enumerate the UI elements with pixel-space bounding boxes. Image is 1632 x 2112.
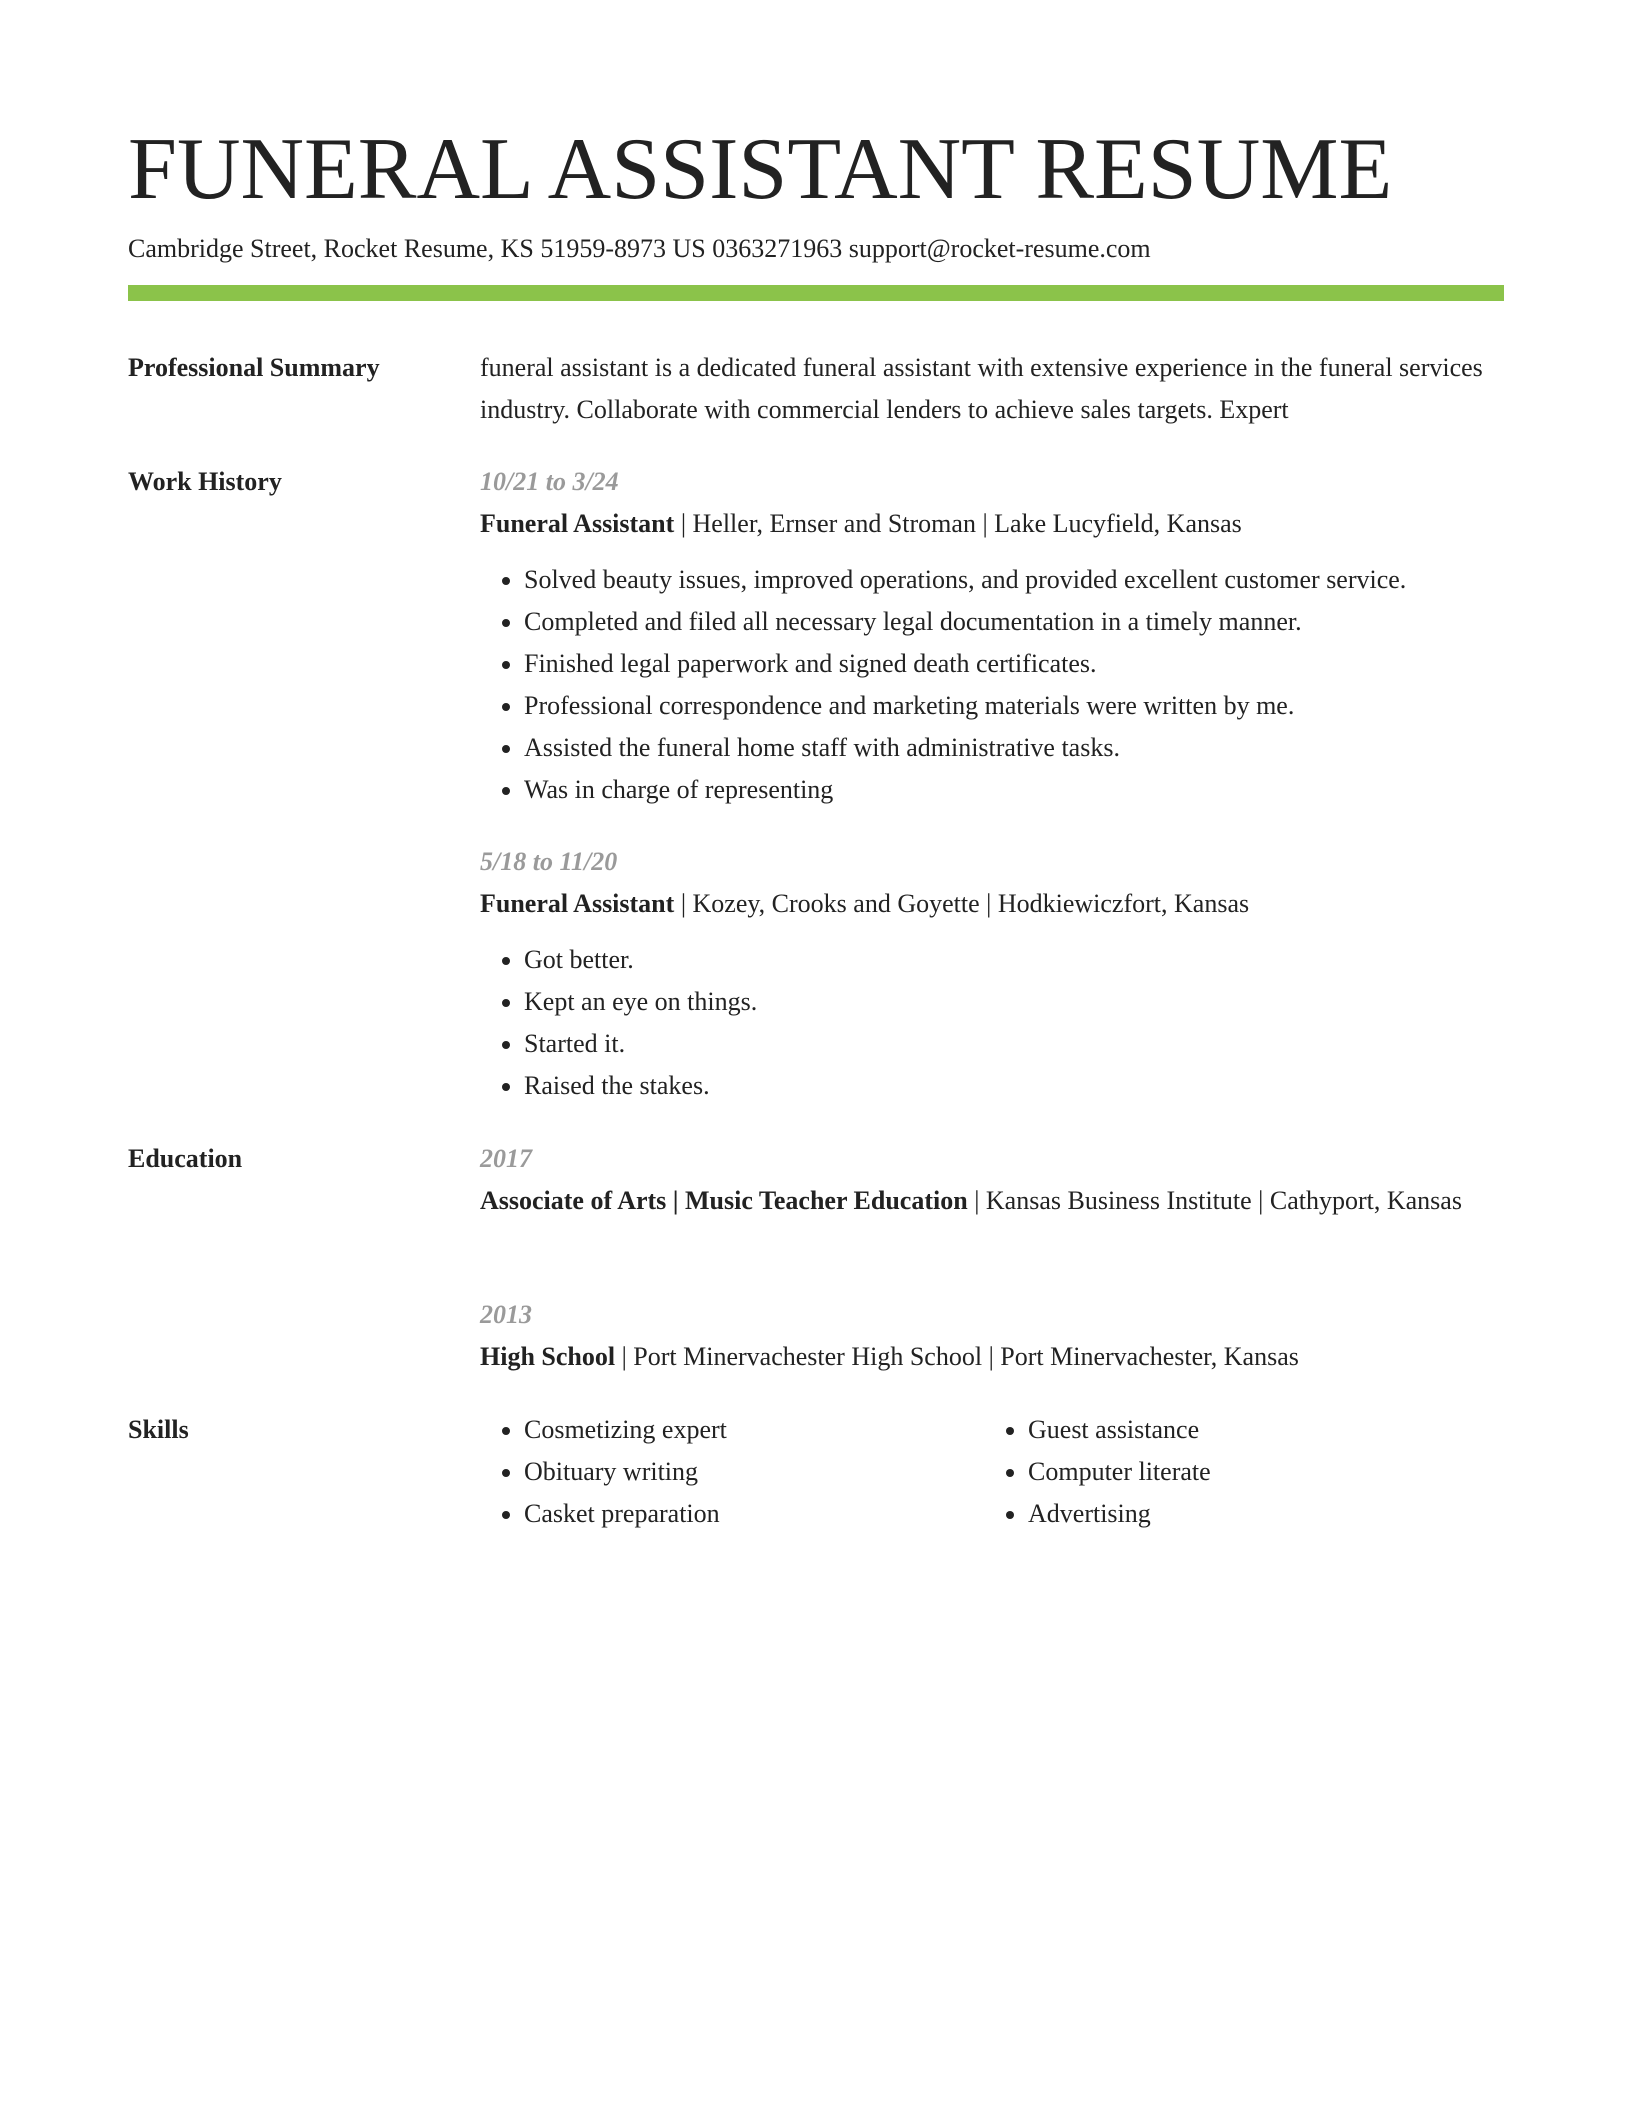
list-item: • Completed and filed all necessary legal documentation in a timely manner. [524, 601, 1504, 643]
job-title: Funeral Assistant [480, 509, 675, 538]
job-dates: 10/21 to 3/24 [480, 467, 619, 496]
education-details: | Kansas Business Institute | Cathyport, Kansas [967, 1186, 1462, 1215]
contact-line: Cambridge Street, Rocket Resume, KS 51959-8973 US 0363271963 support@rocket-resume.com [128, 234, 1151, 263]
section-label-education: Education [128, 1144, 243, 1173]
education-degree: High School [480, 1342, 616, 1371]
section-label-summary: Professional Summary [128, 353, 380, 382]
work-entry [480, 461, 1504, 811]
list-item: • Solved beauty issues, improved operations, and provided excellent customer service. [524, 559, 1504, 601]
list-item: • Professional correspondence and marketing materials were written by me. [524, 685, 1504, 727]
job-heading [480, 883, 1504, 925]
skills-column-right [984, 1409, 1211, 1535]
resume-title: FUNERAL ASSISTANT RESUME [128, 121, 1393, 218]
list-item: • Guest assistance [1028, 1409, 1211, 1451]
list-item: • Casket preparation [524, 1493, 727, 1535]
list-item: • Was in charge of representing [524, 769, 1504, 811]
education-entry [480, 1294, 1504, 1378]
section-label-skills: Skills [128, 1415, 189, 1444]
accent-divider [128, 285, 1504, 301]
education-year: 2017 [480, 1144, 532, 1173]
section-label-work-history: Work History [128, 467, 282, 496]
list-item: • Kept an eye on things. [524, 981, 1504, 1023]
education-year: 2013 [480, 1300, 532, 1329]
skills-bullets [480, 1409, 727, 1535]
list-item: • Advertising [1028, 1493, 1211, 1535]
education-heading [480, 1180, 1504, 1222]
job-title: Funeral Assistant [480, 889, 675, 918]
education-entry [480, 1138, 1504, 1222]
skills-column-left [480, 1409, 727, 1535]
education-heading [480, 1336, 1504, 1378]
job-details: | Heller, Ernser and Stroman | Lake Lucyfield, Kansas [674, 509, 1242, 538]
job-dates: 5/18 to 11/20 [480, 847, 618, 876]
job-details: | Kozey, Crooks and Goyette | Hodkiewiczfort, Kansas [674, 889, 1250, 918]
education-degree: Associate of Arts | Music Teacher Education [480, 1186, 968, 1215]
list-item: • Finished legal paperwork and signed death certificates. [524, 643, 1504, 685]
list-item: • Obituary writing [524, 1451, 727, 1493]
skills-bullets [984, 1409, 1211, 1535]
job-bullets [480, 559, 1504, 811]
work-entry [480, 841, 1504, 1107]
job-bullets [480, 939, 1504, 1107]
summary-text: funeral assistant is a dedicated funeral assistant with extensive experience in the funeral services industry. Collaborate with commercial lenders to achieve sales targets. Expert [480, 353, 1483, 424]
job-heading [480, 503, 1504, 545]
list-item: • Computer literate [1028, 1451, 1211, 1493]
list-item: • Got better. [524, 939, 1504, 981]
list-item: • Cosmetizing expert [524, 1409, 727, 1451]
education-details: | Port Minervachester High School | Port Minervachester, Kansas [615, 1342, 1299, 1371]
list-item: • Assisted the funeral home staff with administrative tasks. [524, 727, 1504, 769]
list-item: • Started it. [524, 1023, 1504, 1065]
skills-list [480, 1409, 1504, 1539]
list-item: • Raised the stakes. [524, 1065, 1504, 1107]
